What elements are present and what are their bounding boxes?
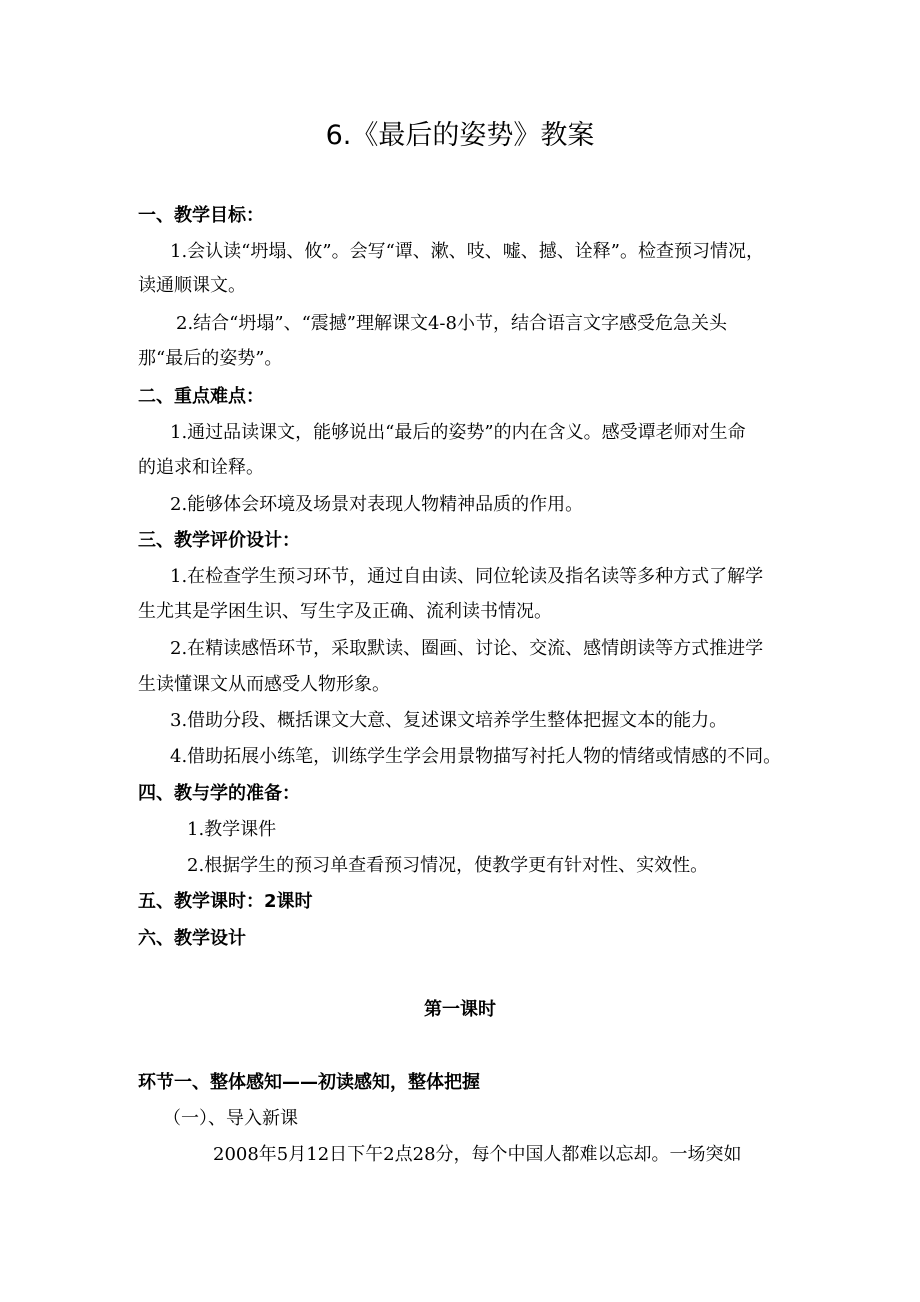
key-point-1-line-2: 的追求和诠释。 [138, 457, 264, 478]
sub-section-introduction: （一）、导入新课 [163, 1108, 298, 1129]
key-point-1-line-1: 1.通过品读课文，能够说出“最后的姿势”的内在含义。感受谭老师对生命 [170, 422, 746, 443]
goal-1-line-1: 1.会认读“坍塌、攸”。会写“谭、漱、吱、嘘、撼、诠释”。检查预习情况， [170, 241, 764, 262]
goal-1-line-2: 读通顺课文。 [138, 275, 246, 296]
heading-teaching-design: 六、教学设计 [138, 928, 246, 949]
introduction-paragraph: 2008年5月12日下午2点28分，每个中国人都难以忘却。一场突如 [213, 1144, 742, 1165]
evaluation-2-line-2: 生读懂课文从而感受人物形象。 [138, 674, 390, 695]
key-point-2: 2.能够体会环境及场景对表现人物精神品质的作用。 [170, 494, 584, 515]
lesson-1-title: 第一课时 [424, 999, 496, 1020]
evaluation-1-line-2: 生尤其是学困生识、写生字及正确、流利读书情况。 [138, 601, 552, 622]
evaluation-4: 4.借助拓展小练笔，训练学生学会用景物描写衬托人物的情绪或情感的不同。 [170, 746, 782, 767]
goal-2-line-1: 2.结合“坍塌”、“震撼”理解课文4-8小节，结合语言文字感受危急关头 [176, 313, 727, 334]
step-1-heading: 环节一、整体感知——初读感知，整体把握 [138, 1072, 480, 1093]
heading-class-periods: 五、教学课时：2课时 [138, 891, 313, 912]
evaluation-3: 3.借助分段、概括课文大意、复述课文培养学生整体把握文本的能力。 [170, 710, 728, 731]
document-title: 6.《最后的姿势》教案 [325, 120, 595, 151]
evaluation-1-line-1: 1.在检查学生预习环节，通过自由读、同位轮读及指名读等多种方式了解学 [170, 566, 764, 587]
heading-evaluation-design: 三、教学评价设计： [138, 530, 300, 551]
goal-2-line-2: 那“最后的姿势”。 [138, 348, 283, 369]
preparation-1: 1.教学课件 [187, 819, 277, 840]
heading-key-points: 二、重点难点： [138, 386, 264, 407]
evaluation-2-line-1: 2.在精读感悟环节，采取默读、圈画、讨论、交流、感情朗读等方式推进学 [170, 638, 764, 659]
heading-preparation: 四、教与学的准备： [138, 783, 300, 804]
preparation-2: 2.根据学生的预习单查看预习情况，使教学更有针对性、实效性。 [187, 855, 709, 876]
heading-teaching-goals: 一、教学目标： [138, 205, 264, 226]
